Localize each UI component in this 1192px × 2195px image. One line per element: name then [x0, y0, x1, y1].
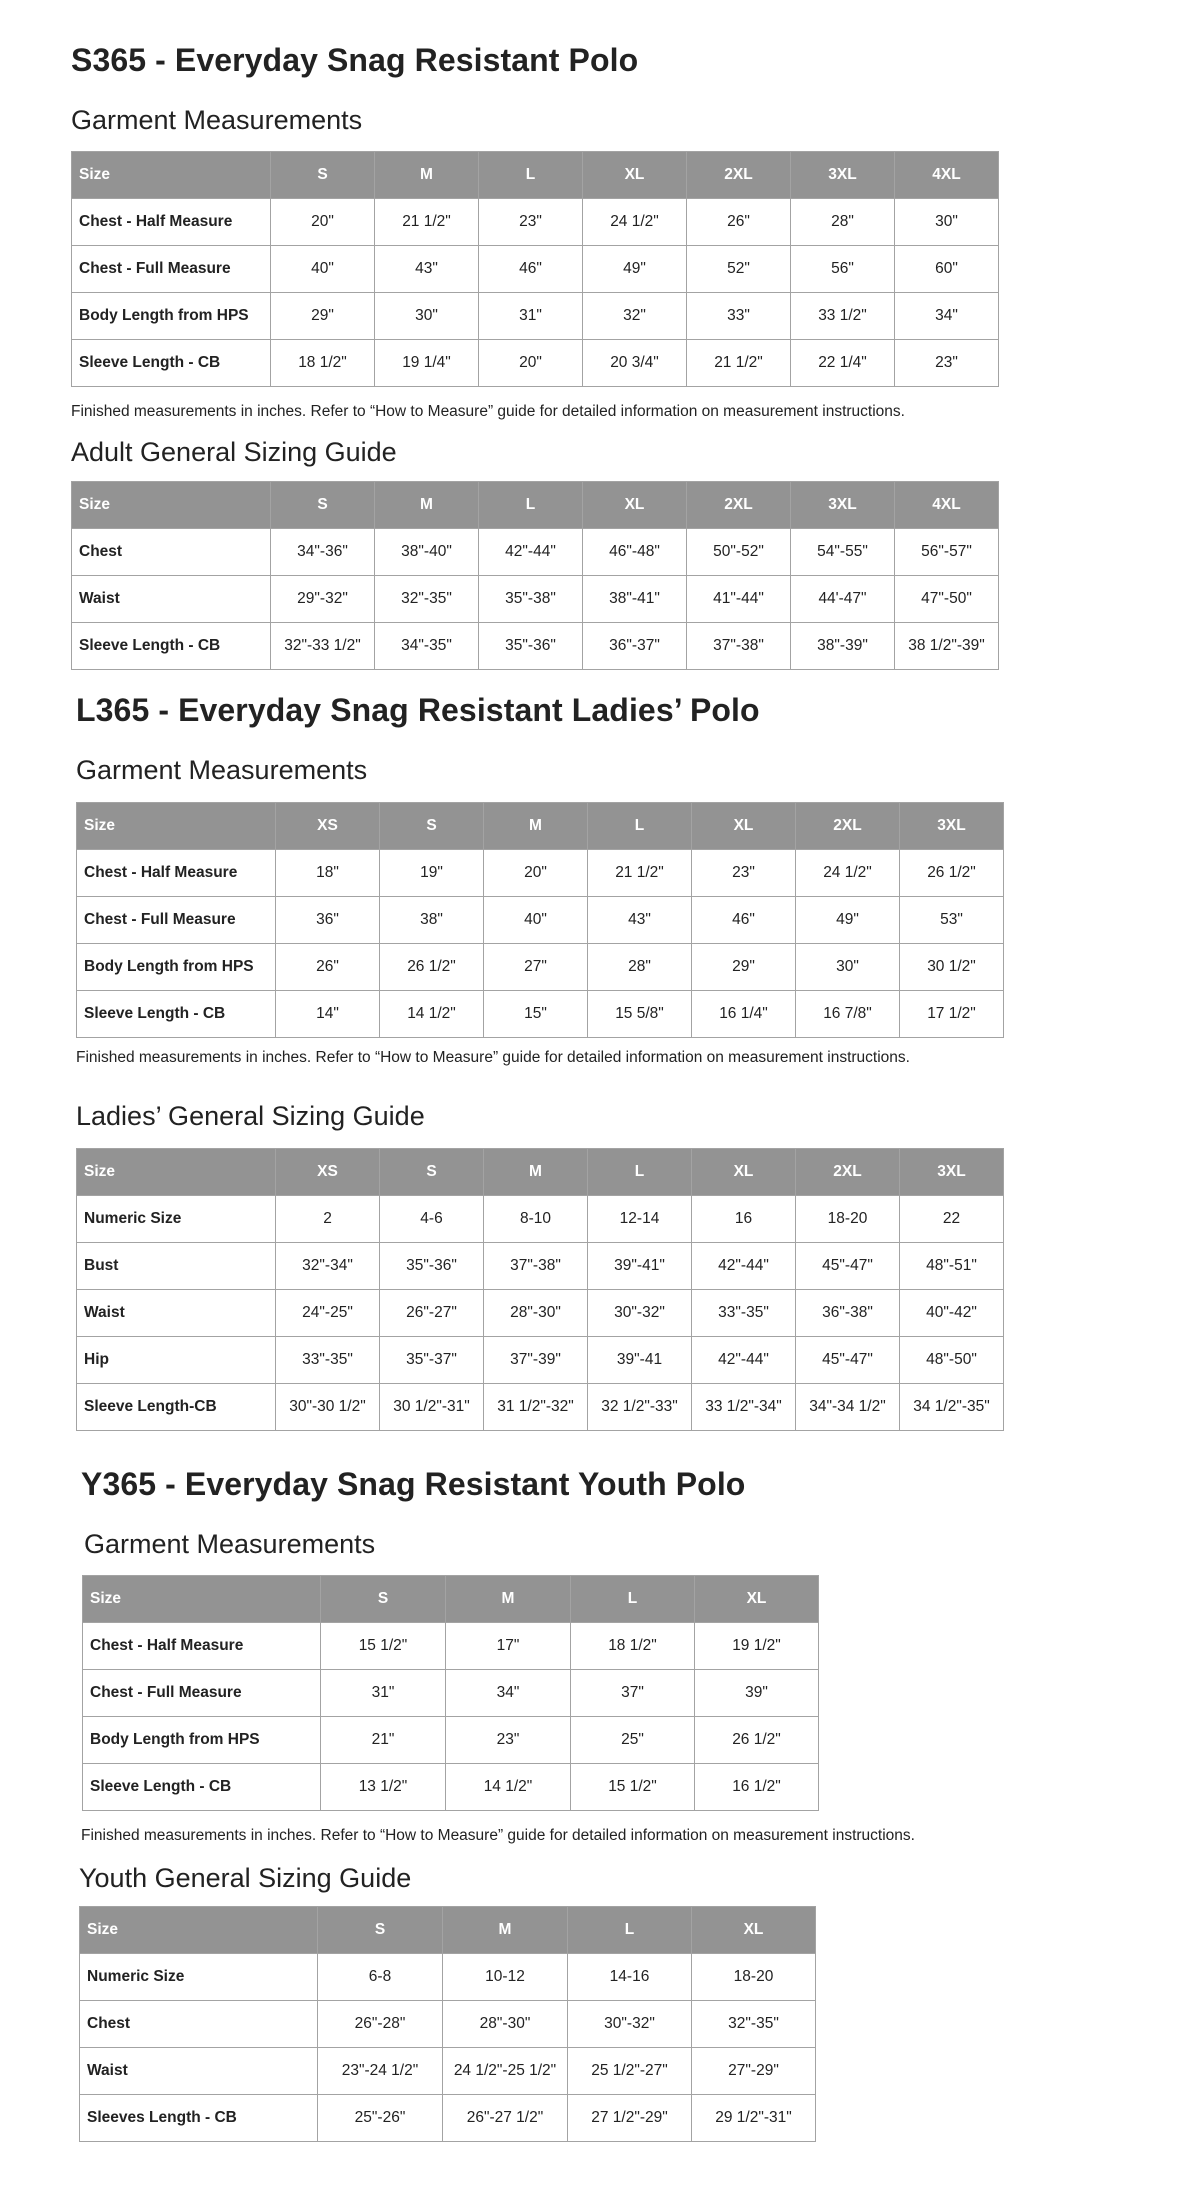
measurement-cell: 38"-41" [583, 576, 687, 623]
measurement-cell: 27 1/2"-29" [568, 2095, 692, 2142]
measurement-cell: 29" [271, 293, 375, 340]
measurement-cell: 48"-50" [900, 1337, 1004, 1384]
measurement-cell: 6-8 [318, 1954, 443, 2001]
header-size-m: M [484, 803, 588, 850]
row-label: Waist [77, 1290, 276, 1337]
measurement-cell: 15 1/2" [321, 1623, 446, 1670]
section-title: Garment Measurements [76, 755, 368, 785]
measurement-cell: 32"-35" [692, 2001, 816, 2048]
header-size-2xl: 2XL [687, 152, 791, 199]
table-header-row [77, 803, 1004, 850]
measurement-cell: 32" [583, 293, 687, 340]
row-label: Chest [72, 529, 271, 576]
measurement-cell: 30" [895, 199, 999, 246]
table-row [77, 897, 1004, 944]
table-row [80, 2095, 816, 2142]
measurement-cell: 49" [796, 897, 900, 944]
measurement-cell: 38"-40" [375, 529, 479, 576]
measurement-cell: 30 1/2" [900, 944, 1004, 991]
table-row [72, 199, 999, 246]
measurement-cell: 23" [895, 340, 999, 387]
measurement-cell: 14 1/2" [380, 991, 484, 1038]
measurement-cell: 28"-30" [443, 2001, 568, 2048]
table-row [72, 246, 999, 293]
section-title: Ladies’ General Sizing Guide [76, 1101, 425, 1131]
measurement-cell: 21 1/2" [375, 199, 479, 246]
measurement-cell: 18-20 [796, 1196, 900, 1243]
measurement-cell: 21" [321, 1717, 446, 1764]
measurement-cell: 23" [446, 1717, 571, 1764]
header-size-4xl: 4XL [895, 482, 999, 529]
measurement-cell: 42"-44" [692, 1337, 796, 1384]
row-label: Body Length from HPS [72, 293, 271, 340]
measurement-cell: 35"-38" [479, 576, 583, 623]
measurement-cell: 16 7/8" [796, 991, 900, 1038]
table-row [77, 850, 1004, 897]
measurement-cell: 40" [271, 246, 375, 293]
table-row [83, 1670, 819, 1717]
row-label: Waist [72, 576, 271, 623]
header-size-l: L [479, 482, 583, 529]
measurement-cell: 37"-38" [687, 623, 791, 670]
measurement-cell: 26 1/2" [380, 944, 484, 991]
row-label: Chest - Full Measure [77, 897, 276, 944]
measurement-cell: 21 1/2" [687, 340, 791, 387]
measurement-cell: 32"-34" [276, 1243, 380, 1290]
header-size-l: L [588, 1149, 692, 1196]
table-row [80, 1954, 816, 2001]
row-label: Hip [77, 1337, 276, 1384]
header-size-xl: XL [692, 1149, 796, 1196]
header-size-m: M [484, 1149, 588, 1196]
header-size-xl: XL [695, 1576, 819, 1623]
measurement-cell: 22 1/4" [791, 340, 895, 387]
header-size-m: M [443, 1907, 568, 1954]
table-row [80, 2048, 816, 2095]
measurement-cell: 19 1/4" [375, 340, 479, 387]
measurement-cell: 18" [276, 850, 380, 897]
measurement-cell: 13 1/2" [321, 1764, 446, 1811]
measurement-cell: 16 1/2" [695, 1764, 819, 1811]
measurement-cell: 15 1/2" [571, 1764, 695, 1811]
measurement-cell: 25 1/2"-27" [568, 2048, 692, 2095]
row-label: Sleeve Length - CB [72, 340, 271, 387]
measurement-cell: 15" [484, 991, 588, 1038]
measurement-cell: 30"-30 1/2" [276, 1384, 380, 1431]
section-title: Youth General Sizing Guide [79, 1863, 412, 1893]
measurement-cell: 37"-38" [484, 1243, 588, 1290]
table-row [77, 1196, 1004, 1243]
header-size-s: S [380, 1149, 484, 1196]
measurement-cell: 22 [900, 1196, 1004, 1243]
measurement-cell: 37" [571, 1670, 695, 1717]
measurement-cell: 28" [588, 944, 692, 991]
measurement-cell: 56" [791, 246, 895, 293]
measurement-cell: 34"-35" [375, 623, 479, 670]
measurement-cell: 30"-32" [588, 1290, 692, 1337]
measurement-cell: 32"-33 1/2" [271, 623, 375, 670]
measurement-cell: 35"-37" [380, 1337, 484, 1384]
measurement-cell: 46"-48" [583, 529, 687, 576]
measurement-cell: 28"-30" [484, 1290, 588, 1337]
measurement-cell: 20" [271, 199, 375, 246]
measurement-cell: 36"-37" [583, 623, 687, 670]
header-size-m: M [375, 482, 479, 529]
measurement-cell: 19" [380, 850, 484, 897]
measurement-cell: 35"-36" [479, 623, 583, 670]
header-size-label: Size [72, 482, 271, 529]
measurement-cell: 34" [446, 1670, 571, 1717]
header-size-xs: XS [276, 803, 380, 850]
measurement-note: Finished measurements in inches. Refer to “How to Measure” guide for detailed information on measurement instructions. [76, 1049, 910, 1066]
header-size-2xl: 2XL [687, 482, 791, 529]
measurement-cell: 40"-42" [900, 1290, 1004, 1337]
size-table [82, 1575, 819, 1811]
measurement-cell: 52" [687, 246, 791, 293]
row-label: Sleeve Length - CB [72, 623, 271, 670]
table-row [72, 623, 999, 670]
measurement-cell: 4-6 [380, 1196, 484, 1243]
measurement-cell: 29 1/2"-31" [692, 2095, 816, 2142]
measurement-cell: 33 1/2" [791, 293, 895, 340]
measurement-cell: 20" [484, 850, 588, 897]
measurement-cell: 37"-39" [484, 1337, 588, 1384]
header-size-3xl: 3XL [791, 152, 895, 199]
row-label: Sleeve Length - CB [83, 1764, 321, 1811]
measurement-cell: 23" [479, 199, 583, 246]
size-table [76, 1148, 1004, 1431]
row-label: Sleeve Length - CB [77, 991, 276, 1038]
measurement-cell: 46" [692, 897, 796, 944]
measurement-cell: 50"-52" [687, 529, 791, 576]
measurement-cell: 46" [479, 246, 583, 293]
measurement-cell: 40" [484, 897, 588, 944]
header-size-3xl: 3XL [900, 803, 1004, 850]
header-size-s: S [271, 482, 375, 529]
measurement-cell: 34"-36" [271, 529, 375, 576]
measurement-cell: 26"-27" [380, 1290, 484, 1337]
measurement-cell: 18 1/2" [271, 340, 375, 387]
measurement-cell: 42"-44" [692, 1243, 796, 1290]
measurement-cell: 41"-44" [687, 576, 791, 623]
table-row [77, 1337, 1004, 1384]
measurement-cell: 24 1/2" [583, 199, 687, 246]
measurement-cell: 33"-35" [692, 1290, 796, 1337]
table-header-row [83, 1576, 819, 1623]
measurement-cell: 53" [900, 897, 1004, 944]
measurement-cell: 26" [276, 944, 380, 991]
measurement-note: Finished measurements in inches. Refer to “How to Measure” guide for detailed information on measurement instructions. [71, 403, 905, 420]
measurement-cell: 38"-39" [791, 623, 895, 670]
table-row [77, 1243, 1004, 1290]
measurement-cell: 30" [375, 293, 479, 340]
row-label: Chest - Half Measure [77, 850, 276, 897]
row-label: Body Length from HPS [77, 944, 276, 991]
measurement-cell: 27"-29" [692, 2048, 816, 2095]
measurement-cell: 23" [692, 850, 796, 897]
table-row [72, 340, 999, 387]
table-row [77, 944, 1004, 991]
measurement-cell: 39" [695, 1670, 819, 1717]
measurement-cell: 42"-44" [479, 529, 583, 576]
measurement-cell: 34 1/2"-35" [900, 1384, 1004, 1431]
measurement-cell: 14" [276, 991, 380, 1038]
size-table [79, 1906, 816, 2142]
table-header-row [72, 152, 999, 199]
table-row [77, 991, 1004, 1038]
measurement-cell: 20 3/4" [583, 340, 687, 387]
header-size-s: S [321, 1576, 446, 1623]
table-header-row [72, 482, 999, 529]
measurement-cell: 21 1/2" [588, 850, 692, 897]
measurement-cell: 34" [895, 293, 999, 340]
header-size-xl: XL [583, 482, 687, 529]
measurement-cell: 36"-38" [796, 1290, 900, 1337]
table-row [72, 293, 999, 340]
measurement-cell: 18 1/2" [571, 1623, 695, 1670]
header-size-xl: XL [692, 1907, 816, 1954]
measurement-cell: 25" [571, 1717, 695, 1764]
measurement-cell: 17" [446, 1623, 571, 1670]
measurement-cell: 38 1/2"-39" [895, 623, 999, 670]
measurement-cell: 19 1/2" [695, 1623, 819, 1670]
row-label: Waist [80, 2048, 318, 2095]
measurement-cell: 56"-57" [895, 529, 999, 576]
header-size-xl: XL [583, 152, 687, 199]
measurement-cell: 34"-34 1/2" [796, 1384, 900, 1431]
measurement-cell: 54"-55" [791, 529, 895, 576]
measurement-cell: 26"-28" [318, 2001, 443, 2048]
size-table [71, 151, 999, 387]
measurement-cell: 39"-41 [588, 1337, 692, 1384]
header-size-label: Size [77, 803, 276, 850]
row-label: Chest - Full Measure [72, 246, 271, 293]
measurement-cell: 14 1/2" [446, 1764, 571, 1811]
row-label: Sleeve Length-CB [77, 1384, 276, 1431]
measurement-cell: 39"-41" [588, 1243, 692, 1290]
header-size-l: L [568, 1907, 692, 1954]
measurement-cell: 23"-24 1/2" [318, 2048, 443, 2095]
row-label: Chest - Half Measure [72, 199, 271, 246]
measurement-cell: 29"-32" [271, 576, 375, 623]
measurement-cell: 36" [276, 897, 380, 944]
table-header-row [80, 1907, 816, 1954]
measurement-cell: 27" [484, 944, 588, 991]
measurement-cell: 32 1/2"-33" [588, 1384, 692, 1431]
header-size-m: M [375, 152, 479, 199]
measurement-cell: 35"-36" [380, 1243, 484, 1290]
table-row [77, 1290, 1004, 1337]
measurement-cell: 43" [588, 897, 692, 944]
measurement-cell: 33"-35" [276, 1337, 380, 1384]
measurement-cell: 60" [895, 246, 999, 293]
product-title: S365 - Everyday Snag Resistant Polo [71, 42, 639, 78]
row-label: Numeric Size [80, 1954, 318, 2001]
header-size-s: S [380, 803, 484, 850]
table-row [77, 1384, 1004, 1431]
measurement-cell: 30" [796, 944, 900, 991]
section-title: Garment Measurements [84, 1529, 376, 1559]
measurement-cell: 28" [791, 199, 895, 246]
measurement-cell: 33" [687, 293, 791, 340]
row-label: Body Length from HPS [83, 1717, 321, 1764]
measurement-cell: 44'-47" [791, 576, 895, 623]
measurement-cell: 45"-47" [796, 1337, 900, 1384]
measurement-cell: 32"-35" [375, 576, 479, 623]
header-size-label: Size [80, 1907, 318, 1954]
measurement-cell: 16 1/4" [692, 991, 796, 1038]
measurement-note: Finished measurements in inches. Refer to “How to Measure” guide for detailed information on measurement instructions. [81, 1827, 915, 1844]
measurement-cell: 43" [375, 246, 479, 293]
measurement-cell: 25"-26" [318, 2095, 443, 2142]
product-title: Y365 - Everyday Snag Resistant Youth Polo [81, 1466, 746, 1502]
measurement-cell: 10-12 [443, 1954, 568, 2001]
measurement-cell: 26 1/2" [695, 1717, 819, 1764]
measurement-cell: 24 1/2" [796, 850, 900, 897]
table-row [83, 1764, 819, 1811]
header-size-label: Size [72, 152, 271, 199]
measurement-cell: 31" [479, 293, 583, 340]
measurement-cell: 49" [583, 246, 687, 293]
row-label: Chest - Full Measure [83, 1670, 321, 1717]
size-table [71, 481, 999, 670]
measurement-cell: 48"-51" [900, 1243, 1004, 1290]
measurement-cell: 20" [479, 340, 583, 387]
header-size-xs: XS [276, 1149, 380, 1196]
header-size-3xl: 3XL [900, 1149, 1004, 1196]
measurement-cell: 47"-50" [895, 576, 999, 623]
row-label: Bust [77, 1243, 276, 1290]
header-size-3xl: 3XL [791, 482, 895, 529]
section-title: Adult General Sizing Guide [71, 437, 397, 467]
header-size-m: M [446, 1576, 571, 1623]
header-size-l: L [571, 1576, 695, 1623]
row-label: Chest [80, 2001, 318, 2048]
measurement-cell: 26"-27 1/2" [443, 2095, 568, 2142]
table-header-row [77, 1149, 1004, 1196]
table-row [83, 1623, 819, 1670]
table-row [80, 2001, 816, 2048]
measurement-cell: 24"-25" [276, 1290, 380, 1337]
measurement-cell: 45"-47" [796, 1243, 900, 1290]
measurement-cell: 31 1/2"-32" [484, 1384, 588, 1431]
section-title: Garment Measurements [71, 105, 363, 135]
measurement-cell: 17 1/2" [900, 991, 1004, 1038]
measurement-cell: 30 1/2"-31" [380, 1384, 484, 1431]
header-size-s: S [318, 1907, 443, 1954]
measurement-cell: 26" [687, 199, 791, 246]
header-size-label: Size [83, 1576, 321, 1623]
table-row [72, 529, 999, 576]
row-label: Numeric Size [77, 1196, 276, 1243]
measurement-cell: 12-14 [588, 1196, 692, 1243]
header-size-4xl: 4XL [895, 152, 999, 199]
measurement-cell: 31" [321, 1670, 446, 1717]
table-row [72, 576, 999, 623]
measurement-cell: 16 [692, 1196, 796, 1243]
size-table [76, 802, 1004, 1038]
measurement-cell: 26 1/2" [900, 850, 1004, 897]
row-label: Chest - Half Measure [83, 1623, 321, 1670]
header-size-s: S [271, 152, 375, 199]
header-size-label: Size [77, 1149, 276, 1196]
measurement-cell: 38" [380, 897, 484, 944]
header-size-l: L [588, 803, 692, 850]
row-label: Sleeves Length - CB [80, 2095, 318, 2142]
measurement-cell: 8-10 [484, 1196, 588, 1243]
header-size-l: L [479, 152, 583, 199]
measurement-cell: 2 [276, 1196, 380, 1243]
header-size-2xl: 2XL [796, 803, 900, 850]
measurement-cell: 24 1/2"-25 1/2" [443, 2048, 568, 2095]
table-row [83, 1717, 819, 1764]
measurement-cell: 30"-32" [568, 2001, 692, 2048]
measurement-cell: 33 1/2"-34" [692, 1384, 796, 1431]
measurement-cell: 14-16 [568, 1954, 692, 2001]
header-size-xl: XL [692, 803, 796, 850]
measurement-cell: 15 5/8" [588, 991, 692, 1038]
measurement-cell: 29" [692, 944, 796, 991]
product-title: L365 - Everyday Snag Resistant Ladies’ Polo [76, 692, 760, 728]
measurement-cell: 18-20 [692, 1954, 816, 2001]
header-size-2xl: 2XL [796, 1149, 900, 1196]
